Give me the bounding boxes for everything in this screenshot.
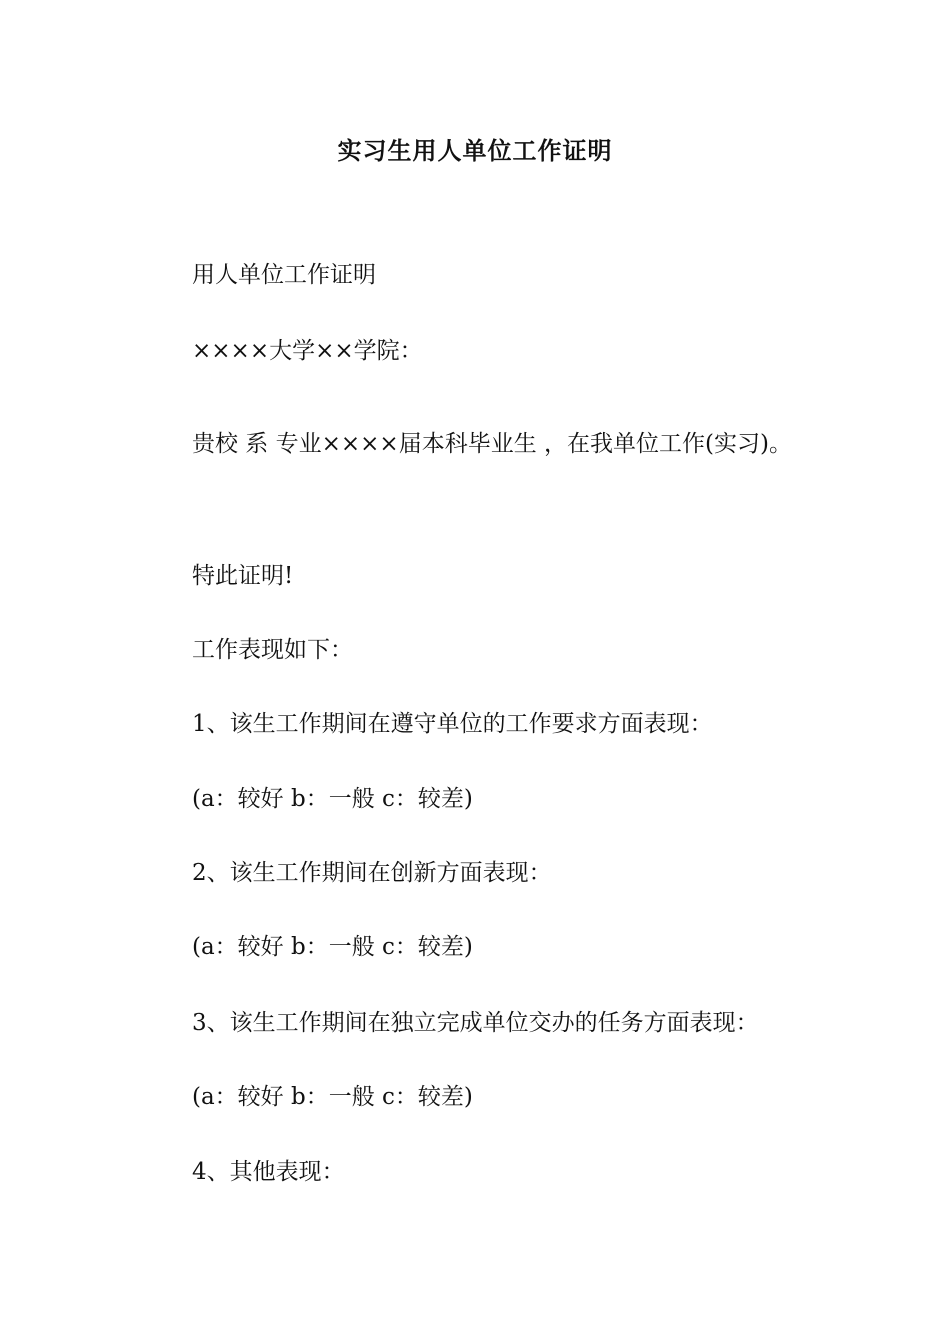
certificate-heading: 用人单位工作证明 bbox=[192, 262, 376, 288]
document-title: 实习生用人单位工作证明 bbox=[337, 137, 613, 165]
item-question: 1、该生工作期间在遵守单位的工作要求方面表现： bbox=[192, 711, 713, 737]
body-paragraph: 贵校 系 专业××××届本科毕业生 ，在我单位工作(实习)。 bbox=[192, 431, 792, 457]
certify-line: 特此证明! bbox=[192, 563, 294, 589]
item-options: (a：较好 b：一般 c：较差) bbox=[192, 1084, 473, 1110]
performance-intro: 工作表现如下： bbox=[192, 637, 353, 663]
item-options: (a：较好 b：一般 c：较差) bbox=[192, 786, 473, 812]
item-question: 2、该生工作期间在创新方面表现： bbox=[192, 860, 552, 886]
other-performance-line: 4、其他表现： bbox=[192, 1159, 345, 1185]
item-question: 3、该生工作期间在独立完成单位交办的任务方面表现： bbox=[192, 1010, 759, 1036]
recipient-line: ××××大学××学院： bbox=[192, 338, 423, 364]
item-options: (a：较好 b：一般 c：较差) bbox=[192, 934, 473, 960]
